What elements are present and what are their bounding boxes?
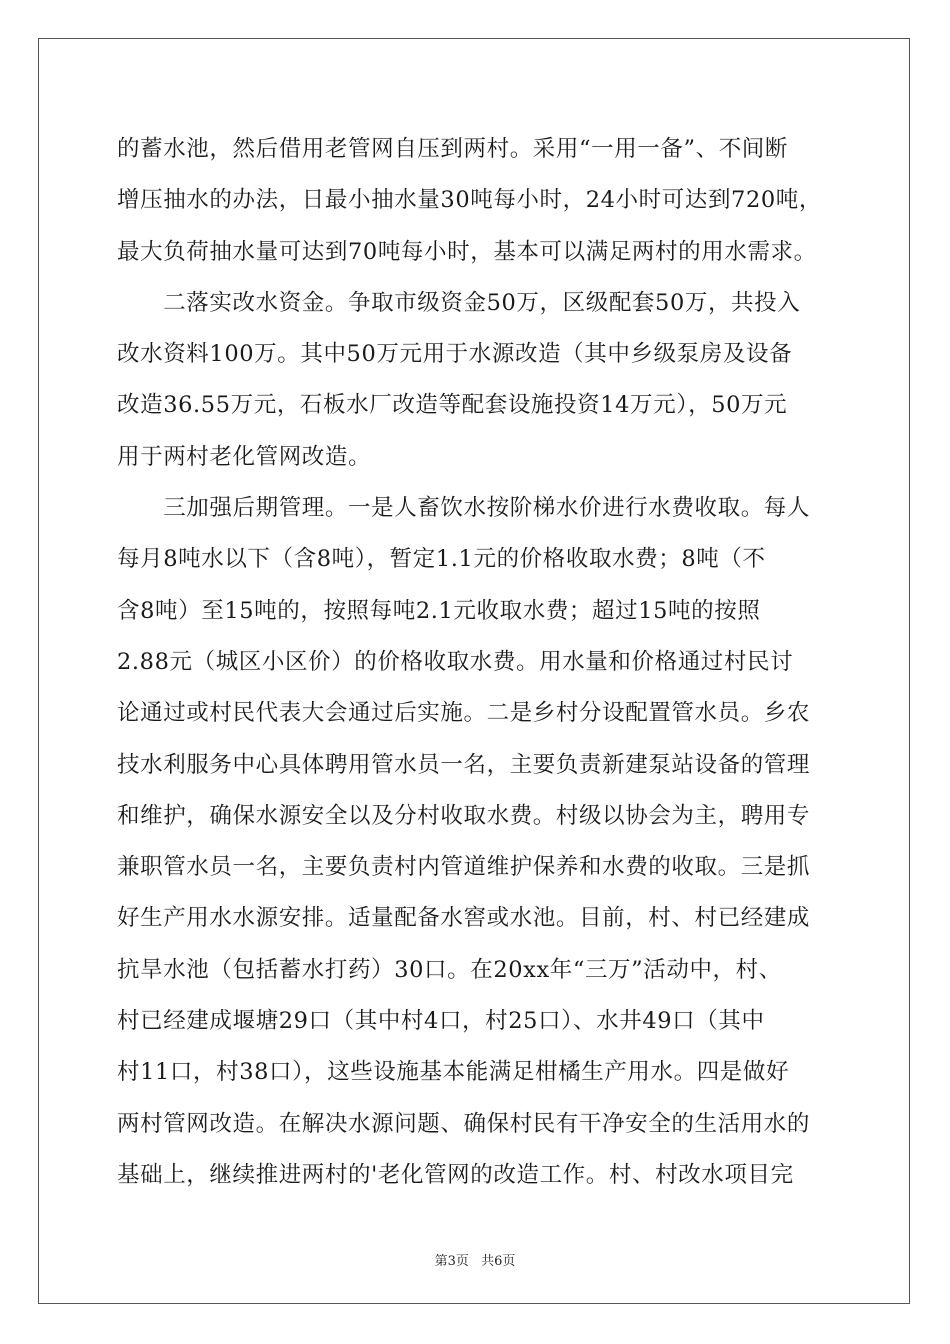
document-body bbox=[117, 124, 837, 1201]
text-line: 含8吨）至15吨的，按照每吨2.1元收取水费；超过15吨的按照 bbox=[117, 597, 761, 624]
text-line: 每月8吨水以下（含8吨），暂定1.1元的价格收取水费；8吨（不 bbox=[117, 546, 766, 573]
page-number: 第3页 bbox=[434, 1254, 469, 1269]
text-line: 和维护，确保水源安全以及分村收取水费。村级以协会为主，聘用专 bbox=[117, 802, 811, 829]
text-line: 的蓄水池，然后借用老管网自压到两村。采用“一用一备”、不间断 bbox=[117, 136, 789, 162]
text-line: 改水资料100万。其中50万元用于水源改造（其中乡级泵房及设备 bbox=[117, 341, 793, 368]
text-line: 最大负荷抽水量可达到70吨每小时，基本可以满足两村的用水需求。 bbox=[117, 238, 817, 265]
text-line: 二落实改水资金。争取市级资金50万，区级配套50万，共投入 bbox=[117, 289, 801, 316]
text-line: 兼职管水员一名，主要负责村内管道维护保养和水费的收取。三是抓 bbox=[117, 854, 811, 881]
page-footer bbox=[0, 1250, 950, 1269]
text-line: 基础上，继续推进两村的'老化管网的改造工作。村、村改水项目完 bbox=[117, 1161, 794, 1188]
text-line: 技水利服务中心具体聘用管水员一名，主要负责新建泵站设备的管理 bbox=[117, 751, 811, 778]
text-line: 增压抽水的办法，日最小抽水量30吨每小时，24小时可达到720吨， bbox=[117, 187, 823, 214]
page-total: 共6页 bbox=[481, 1254, 516, 1269]
text-line: 2.88元（城区小区价）的价格收取水费。用水量和价格通过村民讨 bbox=[117, 648, 794, 675]
text-line: 用于两村老化管网改造。 bbox=[117, 443, 372, 470]
text-line: 改造36.55万元，石板水厂改造等配套设施投资14万元），50万元 bbox=[117, 392, 788, 419]
text-line: 村已经建成堰塘29口（其中村4口，村25口）、水井49口（其中 bbox=[117, 1008, 765, 1035]
text-line: 好生产用水水源安排。适量配备水窖或水池。目前，村、村已经建成 bbox=[117, 905, 811, 932]
text-line: 两村管网改造。在解决水源问题、确保村民有干净安全的生活用水的 bbox=[117, 1110, 811, 1137]
text-line: 村11口，村38口），这些设施基本能满足柑橘生产用水。四是做好 bbox=[117, 1059, 790, 1086]
text-line: 抗旱水池（包括蓄水打药）30口。在20xx年“三万”活动中，村、 bbox=[117, 956, 782, 983]
text-line: 三加强后期管理。一是人畜饮水按阶梯水价进行水费收取。每人 bbox=[117, 495, 811, 522]
text-line: 论通过或村民代表大会通过后实施。二是乡村分设配置管水员。乡农 bbox=[117, 700, 811, 727]
